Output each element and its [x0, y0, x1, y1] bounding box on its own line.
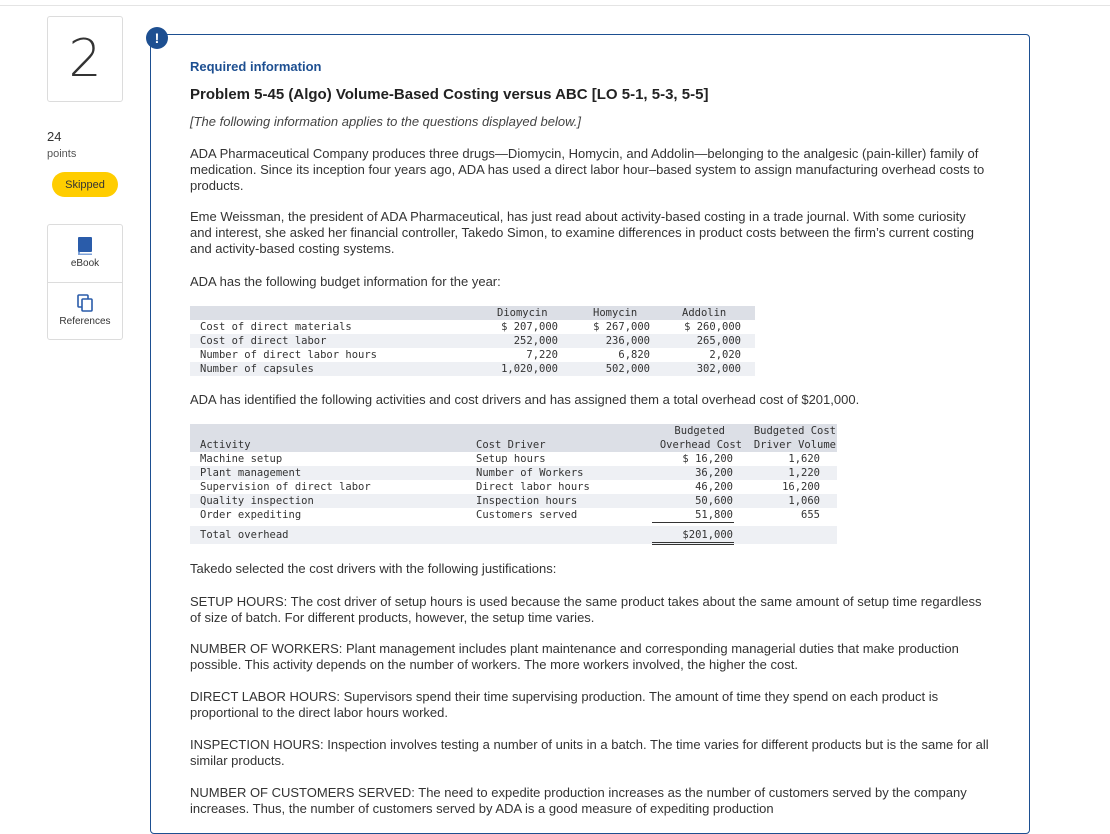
activity-table-header — [190, 424, 837, 452]
table-row — [190, 452, 837, 466]
row-value: $ 260,000 — [684, 321, 741, 333]
activity-name: Supervision of direct labor — [200, 481, 371, 493]
row-value: 6,820 — [618, 349, 650, 361]
row-label: Number of capsules — [200, 363, 314, 375]
paragraph-customers-served: NUMBER OF CUSTOMERS SERVED: The need to expedite production increases as the number of customers served by the company increases. Thus, the number of customers served by ADA is a good measure of expediting production — [190, 785, 967, 816]
table-row — [190, 508, 837, 522]
cost-driver: Inspection hours — [476, 495, 578, 507]
table-row — [190, 348, 755, 362]
table-row — [190, 334, 755, 348]
resources-panel — [47, 224, 123, 340]
header-homycin: Homycin — [593, 307, 638, 319]
cost-driver: Setup hours — [476, 453, 546, 465]
budget-table — [190, 306, 755, 376]
book-icon — [76, 236, 94, 256]
row-value: 236,000 — [605, 335, 650, 347]
points-value: 24 — [47, 129, 62, 144]
driver-volume: 1,620 — [788, 453, 820, 465]
row-value: $ 267,000 — [593, 321, 650, 333]
overhead-cost: 50,600 — [695, 495, 733, 507]
cost-driver: Direct labor hours — [476, 481, 590, 493]
ebook-button[interactable] — [48, 225, 122, 283]
paragraph-budget-lead: ADA has the following budget information for the year: — [190, 274, 501, 289]
total-value: $201,000 — [682, 529, 733, 541]
table-row — [190, 494, 837, 508]
table-row — [190, 320, 755, 334]
row-label: Cost of direct materials — [200, 321, 352, 333]
row-value: $ 207,000 — [501, 321, 558, 333]
required-information-heading: Required information — [190, 59, 322, 74]
overhead-cost: $ 16,200 — [682, 453, 733, 465]
table-row — [190, 362, 755, 376]
paragraph-number-of-workers: NUMBER OF WORKERS: Plant management includes plant maintenance and corresponding managerial duties that make production possible. This activity depends on the number of workers. The more workers involved, the higher the cost. — [190, 641, 959, 672]
row-label: Cost of direct labor — [200, 335, 327, 347]
row-value: 265,000 — [696, 335, 741, 347]
paragraph-inspection-hours: INSPECTION HOURS: Inspection involves testing a number of units in a batch. The time varies for different products but is the same for all similar products. — [190, 737, 989, 768]
activity-name: Order expediting — [200, 509, 302, 521]
paragraph-president: Eme Weissman, the president of ADA Pharmaceutical, has just read about activity-based costing in a trade journal. With some curiosity and interest, she asked her financial controller, Takedo Simon, to examine differences in product costs between the firm’s current costing and activity-based costing systems. — [190, 209, 975, 256]
activity-name: Machine setup — [200, 453, 283, 465]
header-volume-l2: Driver Volume — [753, 439, 836, 451]
copy-icon — [76, 294, 94, 314]
cost-driver: Number of Workers — [476, 467, 584, 479]
header-diomycin: Diomycin — [497, 307, 548, 319]
header-overhead-l2: Overhead Cost — [659, 439, 742, 451]
paragraph-justifications-lead: Takedo selected the cost drivers with the following justifications: — [190, 561, 557, 576]
row-value: 7,220 — [526, 349, 558, 361]
budget-table-header — [190, 306, 755, 320]
top-divider — [0, 5, 1110, 6]
total-row — [190, 526, 837, 544]
table-row — [190, 466, 837, 480]
paragraph-intro: ADA Pharmaceutical Company produces three drugs—Diomycin, Homycin, and Addolin—belonging to the analgesic (pain-killer) family of medication. Since its inception four years ago, ADA has used a direct labor hour–based system to assign manufacturing overhead costs to products. — [190, 146, 985, 193]
subtotal-underline — [652, 522, 734, 523]
row-value: 1,020,000 — [501, 363, 558, 375]
activity-name: Plant management — [200, 467, 302, 479]
activity-table — [190, 424, 837, 546]
intro-note: [The following information applies to the questions displayed below.] — [190, 114, 581, 129]
paragraph-activities-lead: ADA has identified the following activities and cost drivers and has assigned them a total overhead cost of $201,000. — [190, 392, 860, 407]
driver-volume: 655 — [801, 509, 820, 521]
references-label: References — [59, 316, 111, 327]
driver-volume: 1,060 — [788, 495, 820, 507]
total-double-underline-1 — [652, 542, 734, 543]
problem-title: Problem 5-45 (Algo) Volume-Based Costing versus ABC [LO 5-1, 5-3, 5-5] — [190, 86, 709, 103]
header-volume-l1: Budgeted Cost — [753, 425, 836, 437]
points-label: points — [47, 148, 77, 160]
row-value: 302,000 — [696, 363, 741, 375]
header-cost-driver: Cost Driver — [476, 439, 546, 451]
header-addolin: Addolin — [682, 307, 727, 319]
overhead-cost: 51,800 — [695, 509, 733, 521]
driver-volume: 16,200 — [782, 481, 820, 493]
table-row — [190, 480, 837, 494]
status-badge: Skipped — [52, 172, 118, 197]
activity-name: Quality inspection — [200, 495, 314, 507]
paragraph-direct-labor-hours: DIRECT LABOR HOURS: Supervisors spend their time supervising production. The amount of time they spend on each product is proportional to the direct labor hours worked. — [190, 689, 939, 720]
overhead-cost: 36,200 — [695, 467, 733, 479]
driver-volume: 1,220 — [788, 467, 820, 479]
paragraph-setup-hours: SETUP HOURS: The cost driver of setup hours is used because the same product takes about the same amount of setup time regardless of size of batch. For different products, however, the setup time varies. — [190, 594, 982, 625]
question-number: 2 — [47, 16, 123, 102]
total-label: Total overhead — [200, 529, 289, 541]
row-value: 2,020 — [709, 349, 741, 361]
row-value: 252,000 — [513, 335, 558, 347]
cost-driver: Customers served — [476, 509, 578, 521]
header-activity: Activity — [200, 439, 251, 451]
references-button[interactable] — [48, 283, 122, 340]
overhead-cost: 46,200 — [695, 481, 733, 493]
alert-icon: ! — [146, 27, 168, 49]
header-overhead-l1: Budgeted — [674, 425, 725, 437]
row-value: 502,000 — [605, 363, 650, 375]
total-double-underline-2 — [652, 544, 734, 545]
ebook-label: eBook — [70, 258, 100, 269]
row-label: Number of direct labor hours — [200, 349, 378, 361]
